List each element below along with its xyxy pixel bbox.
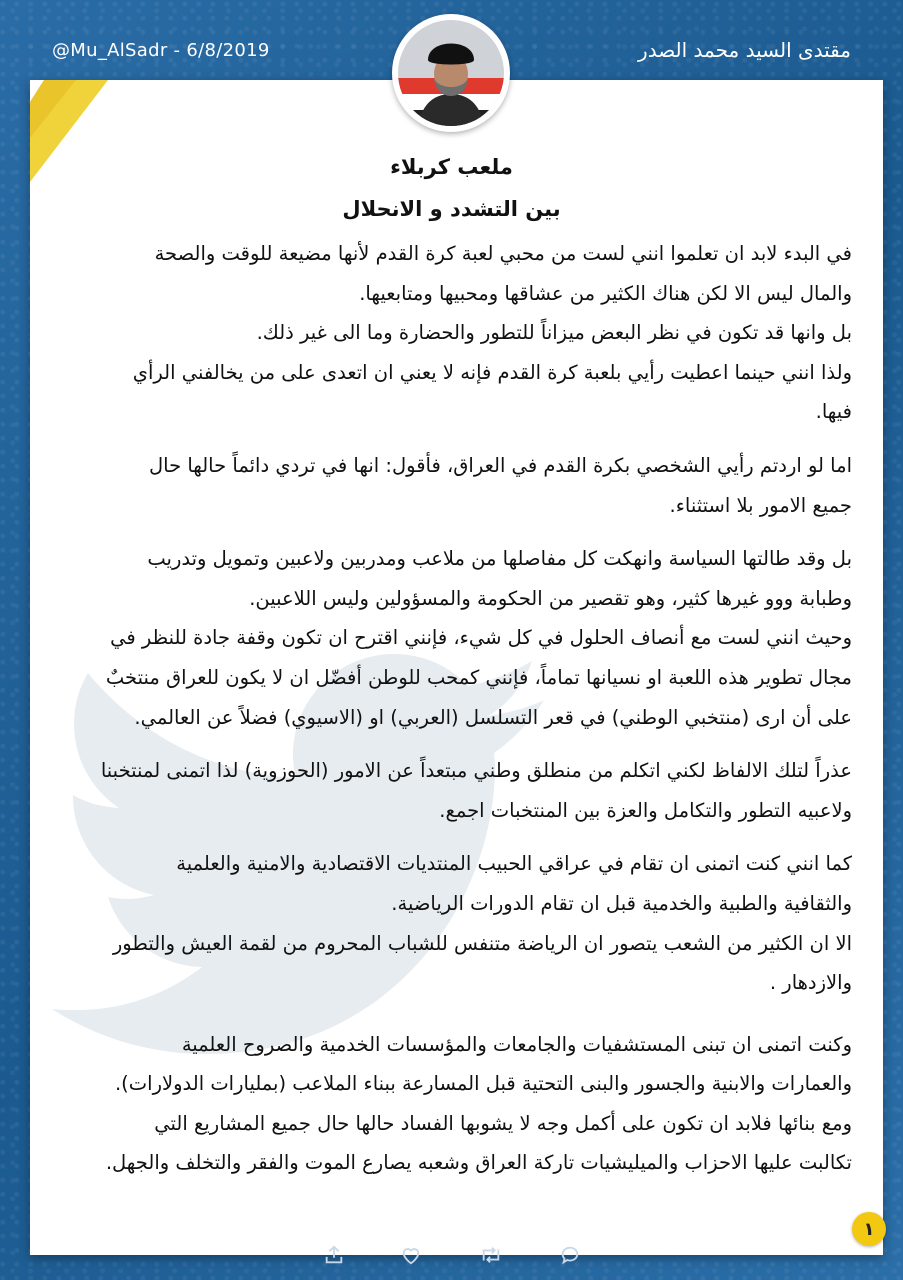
paragraph-5 xyxy=(52,539,852,618)
text-line: ولاعبيه التطور والتكامل والعزة بين المنتخبات اجمع. xyxy=(439,798,852,822)
paragraph-3 xyxy=(52,353,852,432)
title-line-1: ملعب كربلاء xyxy=(390,155,513,179)
paragraph-10 xyxy=(52,1025,852,1104)
paragraph-1 xyxy=(52,234,852,313)
tweet-action-bar xyxy=(0,1232,903,1280)
share-icon[interactable] xyxy=(321,1242,347,1268)
text-line: مجال تطوير هذه اللعبة او نسيانها تماماً، فإنني كمحب للوطن أفضّل ان لا يكون للعراق منتخبٌ xyxy=(105,665,852,689)
text-line: والثقافية والطبية والخدمية قبل ان تقام الدورات الرياضية. xyxy=(391,891,852,915)
statement-title xyxy=(0,150,903,226)
text-line: وحيث انني لست مع أنصاف الحلول في كل شيء، فإنني اقترح ان تكون وقفة جادة للنظر في xyxy=(110,626,852,650)
text-line: ولذا انني حينما اعطيت رأيي بلعبة كرة القدم فإنه لا يعني ان اتعدى على من يخالفني الرأي xyxy=(132,360,852,384)
paragraph-4 xyxy=(52,446,852,525)
avatar xyxy=(392,14,510,132)
heart-icon[interactable] xyxy=(398,1242,424,1268)
text-line: والعمارات والابنية والجسور والبنى التحتية قبل المسارعة ببناء الملاعب (بمليارات الدولارات). xyxy=(114,1072,852,1096)
paragraph-7 xyxy=(52,751,852,830)
paragraph-6 xyxy=(52,618,852,737)
author-name: مقتدى السيد محمد الصدر xyxy=(638,38,851,62)
text-line: والازدهار . xyxy=(769,971,852,995)
text-line: فيها. xyxy=(815,400,852,424)
paragraph-2 xyxy=(52,313,852,353)
text-line: وطبابة ووو غيرها كثير، وهو تقصير من الحكومة والمسؤولين وليس اللاعبين. xyxy=(249,586,852,610)
text-line: بل وانها قد تكون في نظر البعض ميزاناً للتطور والحضارة وما الى غير ذلك. xyxy=(256,321,852,345)
title-line-2: بين التشدد و الانحلال xyxy=(342,197,561,221)
text-line: ومع بنائها فلابد ان تكون على أكمل وجه لا يشوبها الفساد حالها حال جميع المشاريع التي xyxy=(154,1111,852,1135)
text-line: بل وقد طالتها السياسة وانهكت كل مفاصلها من ملاعب ومدربين ولاعبين وتمويل وتدريب xyxy=(147,547,852,571)
text-line: اما لو اردتم رأيي الشخصي بكرة القدم في العراق، فأقول: انها في تردي دائماً حالها حال xyxy=(148,453,852,477)
profile-photo xyxy=(398,20,504,126)
paragraph-11 xyxy=(52,1104,852,1183)
text-line: جميع الامور بلا استثناء. xyxy=(669,493,852,517)
text-line: كما انني كنت اتمنى ان تقام في عراقي الحبيب المنتديات الاقتصادية والامنية والعلمية xyxy=(176,852,852,876)
retweet-icon[interactable] xyxy=(478,1242,504,1268)
text-line: وكنت اتمنى ان تبنى المستشفيات والجامعات والمؤسسات الخدمية والصروح العلمية xyxy=(181,1032,852,1056)
paragraph-9 xyxy=(52,924,852,1003)
text-line: الا ان الكثير من الشعب يتصور ان الرياضة متنفس للشباب المحروم من لقمة العيش والتطور xyxy=(112,931,852,955)
text-line: على أن ارى (منتخبي الوطني) في قعر التسلسل (العربي) او (الاسيوي) فضلاً عن العالمي. xyxy=(134,705,852,729)
reply-icon[interactable] xyxy=(557,1242,583,1268)
statement-body xyxy=(52,234,852,1183)
paragraph-8 xyxy=(52,844,852,923)
text-line: والمال ليس الا لكن هناك الكثير من عشاقها ومحبيها ومتابعيها. xyxy=(359,281,852,305)
page-number-badge: ١ xyxy=(852,1212,886,1246)
text-line: تكالبت عليها الاحزاب والميليشيات تاركة العراق وشعبه يصارع الموت والفقر والتخلف والجهل. xyxy=(105,1151,852,1175)
text-line: عذراً لتلك الالفاظ لكني اتكلم من منطلق وطني مبتعداً عن الامور (الحوزوية) لذا اتمنى لمنتخبنا xyxy=(100,759,852,783)
handle-and-date: @Mu_AlSadr - 6/8/2019 xyxy=(52,40,270,61)
text-line: في البدء لابد ان تعلموا انني لست من محبي لعبة كرة القدم لأنها مضيعة للوقت والصحة xyxy=(154,242,852,265)
